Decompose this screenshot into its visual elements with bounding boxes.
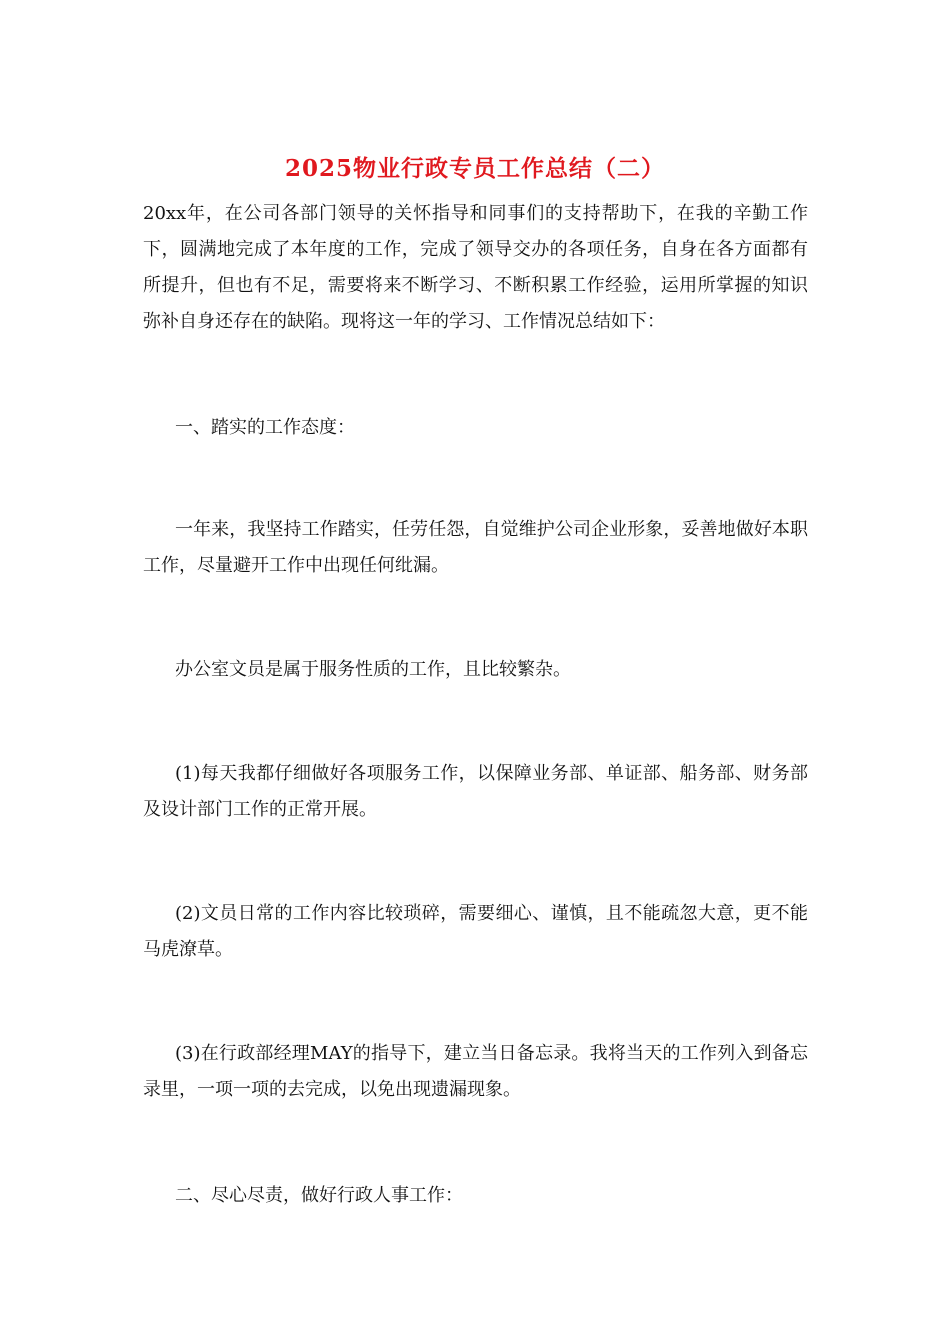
section-heading-1: 一、踏实的工作态度： [175, 417, 355, 438]
intro-paragraph: 20xx年，在公司各部门领导的关怀指导和同事们的支持帮助下，在我的辛勤工作下，圆满地完成了本年度的工作，完成了领导交办的各项任务，自身在各方面都有所提升，但也有不足，需要将来不断学习、不断积累工作经验，运用所掌握的知识弥补自身还存在的缺陷。现将这一年的学习、工作情况总结如下： [143, 203, 808, 332]
body-paragraph: 办公室文员是属于服务性质的工作，且比较繁杂。 [175, 659, 571, 680]
list-item-3: (3)在行政部经理MAY的指导下，建立当日备忘录。我将当天的工作列入到备忘录里，一项一项的去完成，以免出现遗漏现象。 [143, 1043, 808, 1100]
body-paragraph: 一年来，我坚持工作踏实，任劳任怨，自觉维护公司企业形象，妥善地做好本职工作，尽量避开工作中出现任何纰漏。 [143, 519, 808, 576]
document-title: 2025物业行政专员工作总结（二） [284, 155, 665, 182]
section-heading-2: 二、尽心尽责，做好行政人事工作： [175, 1185, 463, 1206]
list-item-2: (2)文员日常的工作内容比较琐碎，需要细心、谨慎，且不能疏忽大意，更不能马虎潦草。 [143, 903, 808, 960]
list-item-1: (1)每天我都仔细做好各项服务工作，以保障业务部、单证部、船务部、财务部及设计部门工作的正常开展。 [143, 763, 808, 820]
